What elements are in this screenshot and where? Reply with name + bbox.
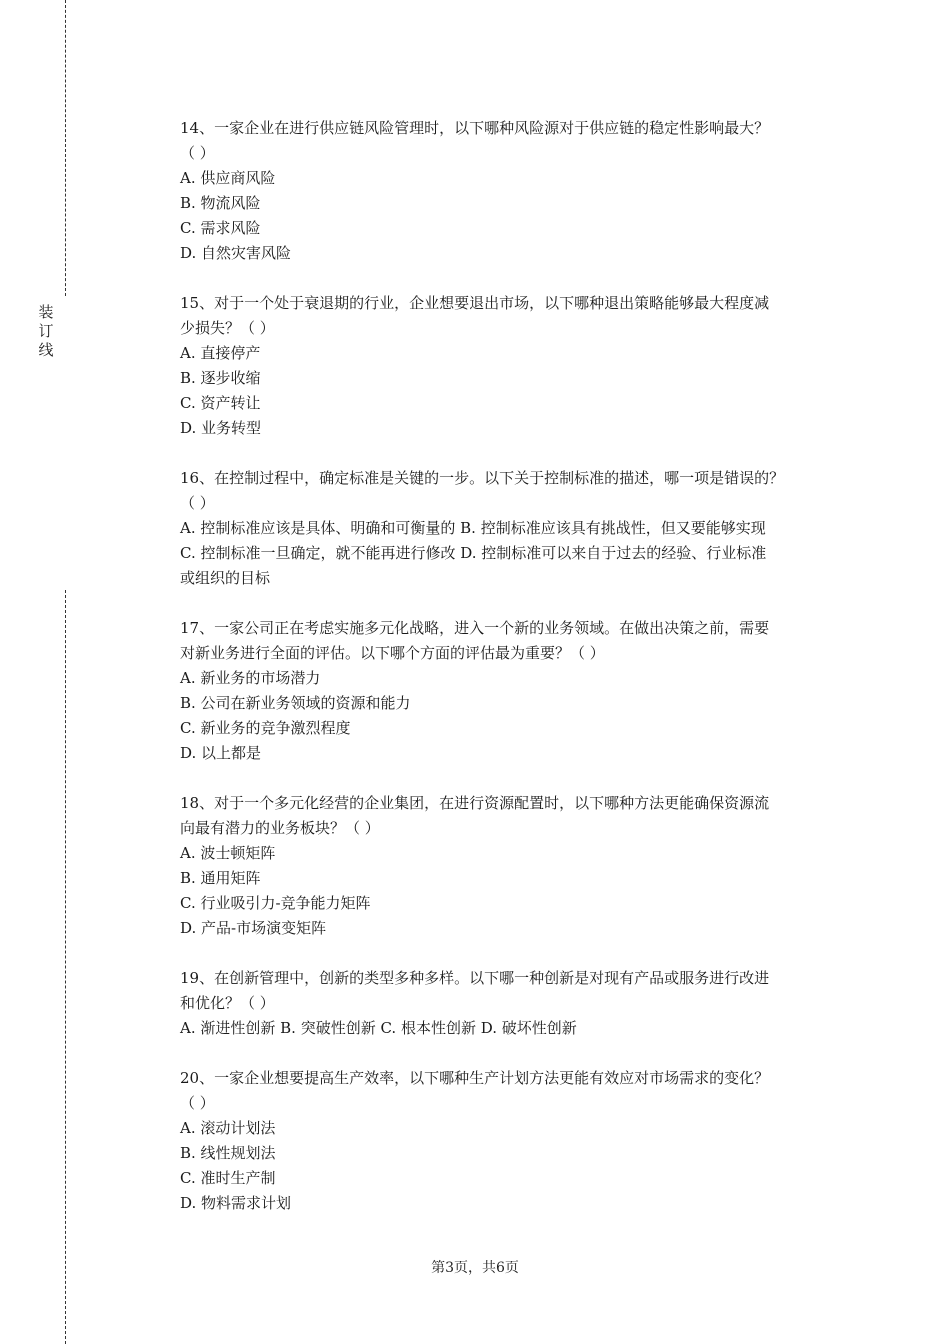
option-b: B. 线性规划法 (180, 1144, 276, 1162)
question-stem-cont: 向最有潜力的业务板块？（ ） (180, 819, 380, 837)
question-stem-cont: 少损失？（ ） (180, 319, 275, 337)
answer-blank: （ ） (180, 1094, 215, 1112)
option-a: A. 波士顿矩阵 (180, 844, 276, 862)
question-stem: 18、对于一个多元化经营的企业集团，在进行资源配置时，以下哪种方法更能确保资源流 (180, 794, 770, 812)
question-19 (180, 966, 845, 1041)
option-d: D. 以上都是 (180, 744, 262, 762)
answer-blank: （ ） (180, 144, 215, 162)
option-c: C. 新业务的竞争激烈程度 (180, 719, 351, 737)
question-15 (180, 291, 845, 441)
option-c: C. 资产转让 (180, 394, 261, 412)
question-stem: 16、在控制过程中，确定标准是关键的一步。以下关于控制标准的描述，哪一项是错误的？ (180, 469, 785, 487)
option-a: A. 直接停产 (180, 344, 261, 362)
question-17 (180, 616, 845, 766)
option-c: C. 行业吸引力-竞争能力矩阵 (180, 894, 371, 912)
question-stem: 15、对于一个处于衰退期的行业，企业想要退出市场，以下哪种退出策略能够最大程度减 (180, 294, 770, 312)
options-a-b: A. 控制标准应该是具体、明确和可衡量的 B. 控制标准应该具有挑战性，但又要能够实现 (180, 519, 766, 537)
option-d: D. 物料需求计划 (180, 1194, 292, 1212)
binding-char: 订 (38, 322, 54, 340)
option-d: D. 业务转型 (180, 419, 262, 437)
question-stem-cont: 和优化？（ ） (180, 994, 275, 1012)
question-20 (180, 1066, 845, 1216)
option-b: B. 公司在新业务领域的资源和能力 (180, 694, 411, 712)
binding-char: 线 (38, 341, 54, 359)
option-b: B. 通用矩阵 (180, 869, 261, 887)
option-a: A. 新业务的市场潜力 (180, 669, 321, 687)
binding-dashed-line-top (65, 0, 66, 296)
question-stem-cont: 对新业务进行全面的评估。以下哪个方面的评估最为重要？（ ） (180, 644, 605, 662)
question-stem: 14、一家企业在进行供应链风险管理时，以下哪种风险源对于供应链的稳定性影响最大？ (180, 119, 770, 137)
option-b: B. 物流风险 (180, 194, 261, 212)
option-a: A. 滚动计划法 (180, 1119, 276, 1137)
option-b: B. 逐步收缩 (180, 369, 261, 387)
question-stem: 17、一家公司正在考虑实施多元化战略，进入一个新的业务领域。在做出决策之前，需要 (180, 619, 770, 637)
answer-blank: （ ） (180, 494, 215, 512)
option-d: D. 自然灾害风险 (180, 244, 292, 262)
page-number: 第3页，共6页 (431, 1260, 519, 1276)
question-stem: 20、一家企业想要提高生产效率，以下哪种生产计划方法更能有效应对市场需求的变化？ (180, 1069, 770, 1087)
option-d-cont: 或组织的目标 (180, 569, 271, 587)
binding-dashed-line-bottom (65, 590, 66, 1344)
binding-char: 装 (38, 303, 54, 321)
question-16 (180, 466, 845, 591)
option-a: A. 供应商风险 (180, 169, 276, 187)
options-inline: A. 渐进性创新 B. 突破性创新 C. 根本性创新 D. 破坏性创新 (180, 1019, 577, 1037)
question-18 (180, 791, 845, 941)
binding-label (36, 303, 56, 360)
option-c: C. 准时生产制 (180, 1169, 276, 1187)
question-stem: 19、在创新管理中，创新的类型多种多样。以下哪一种创新是对现有产品或服务进行改进 (180, 969, 770, 987)
question-14 (180, 116, 845, 266)
question-list (180, 116, 845, 1241)
option-d: D. 产品-市场演变矩阵 (180, 919, 327, 937)
option-c: C. 需求风险 (180, 219, 261, 237)
options-c-d: C. 控制标准一旦确定，就不能再进行修改 D. 控制标准可以来自于过去的经验、行业标准 (180, 544, 767, 562)
